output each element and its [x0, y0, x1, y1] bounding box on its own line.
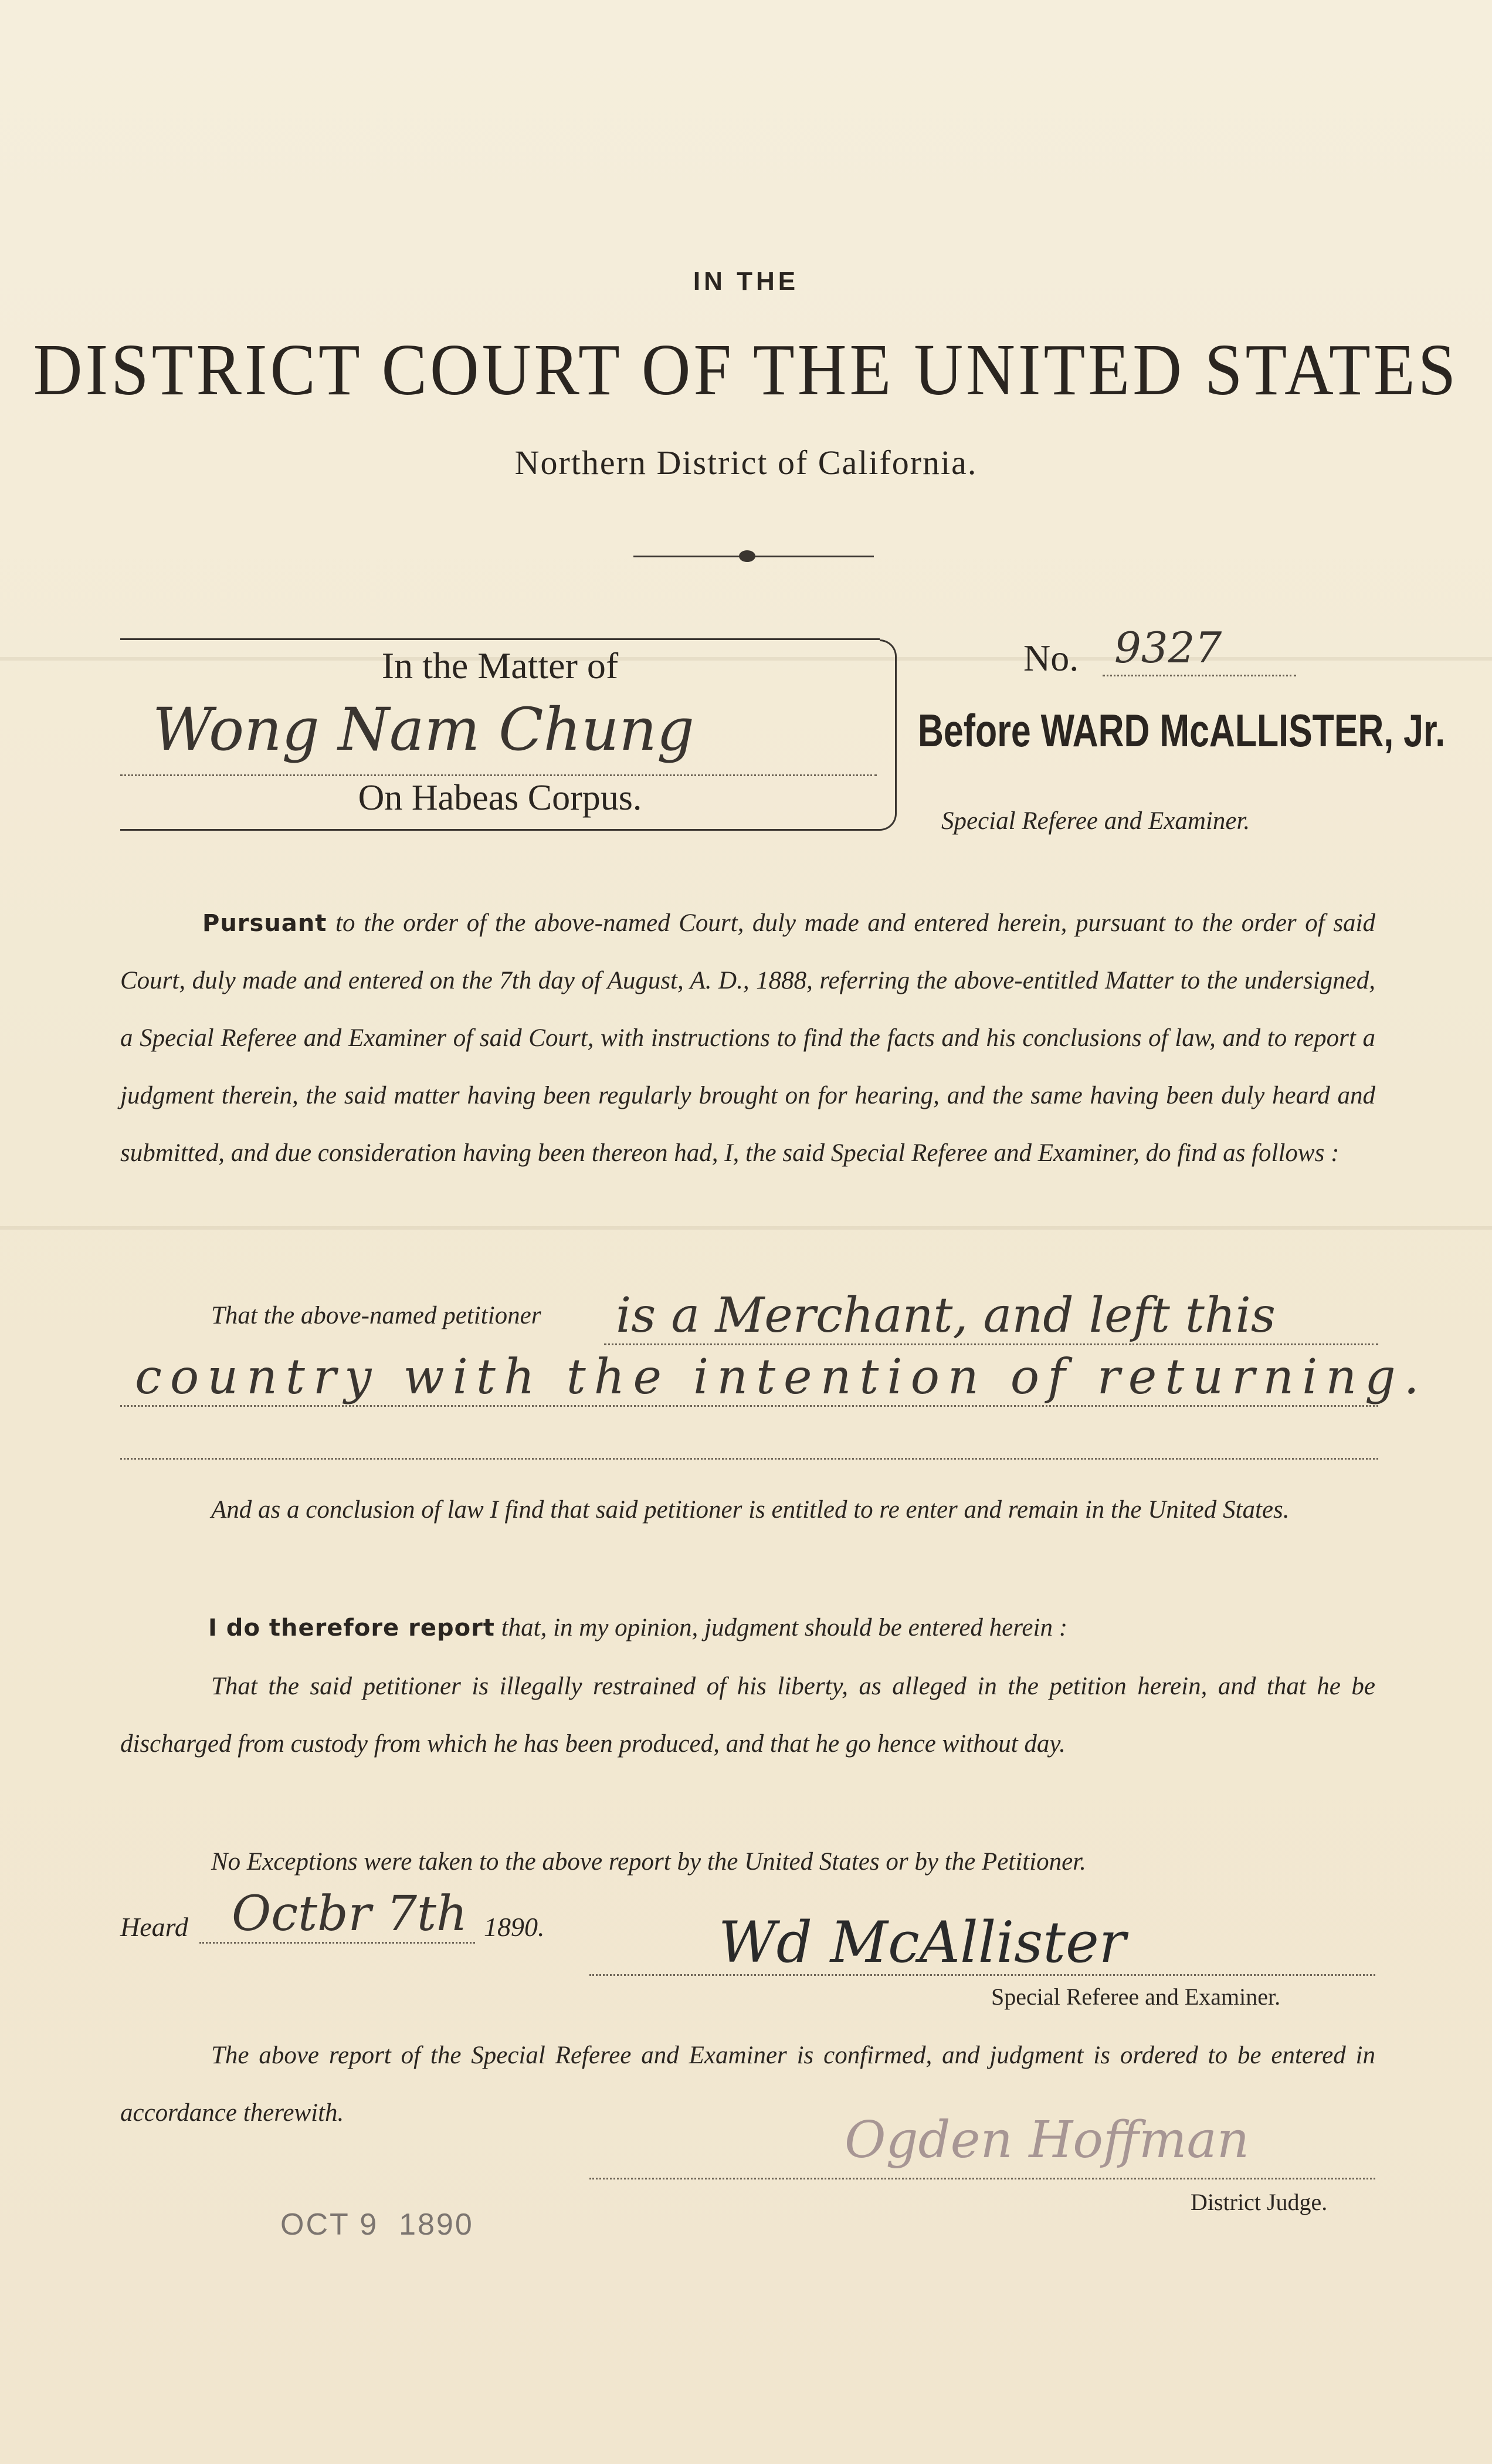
report-text: that, in my opinion, judgment should be entered herein : — [501, 1614, 1068, 1641]
referee-sig-label: Special Referee and Examiner. — [991, 1984, 1281, 2010]
fold-crease — [0, 1226, 1492, 1230]
finding-line-3 — [120, 1458, 1378, 1460]
pursuant-text: to the order of the above-named Court, duly made and entered herein, pursuant to the order of said Court, duly made and entered on the 7th day of August, A. D., 1888, referring the above-entitled Matter to the undersigned, a Special Referee and Examiner of said Court, with instructions to find the facts and his conclusions of law, and to report a judgment therein, the said matter having been regularly brought on for hearing, and the same having been duly heard and submitted, and due consideration having been thereon had, I, the said Special Referee and Examiner, do find as follows : — [120, 909, 1375, 1167]
filing-stamp: OCT 9 1890 — [280, 2208, 474, 2242]
judge-sig-label: District Judge. — [1191, 2189, 1328, 2215]
pursuant-lead: Pursuant — [202, 910, 327, 937]
heard-year: 1890. — [484, 1912, 545, 1942]
confirmation-paragraph: The above report of the Special Referee and Examiner is confirmed, and judgment is ordered to be entered in accordance therewith. — [120, 2042, 1375, 2127]
restrained-paragraph: That the said petitioner is illegally restrained of his liberty, as alleged in the petition herein, and that he be discharged from custody from which he has been produced, and that he go hence without day. — [120, 1673, 1375, 1758]
judge-signature: Ogden Hoffman — [845, 2111, 1250, 2169]
report-paragraph — [120, 1599, 1375, 1657]
petitioner-name: Wong Nam Chung — [152, 695, 694, 764]
before-referee: Before WARD McALLISTER, Jr. — [918, 705, 1446, 756]
finding-hand-2: country with the intention of returning. — [135, 1349, 1427, 1405]
habeas-label: On Habeas Corpus. — [358, 778, 642, 818]
heard-date: Octbr 7th — [232, 1886, 467, 1942]
caption-brace — [880, 639, 897, 831]
finding-lead: That the above-named petitioner — [211, 1302, 541, 1329]
header-in-the: IN THE — [693, 267, 799, 296]
finding-line-1 — [604, 1343, 1378, 1345]
finding-hand-1: is a Merchant, and left this — [616, 1288, 1276, 1343]
court-title: DISTRICT COURT OF THE UNITED STATES — [33, 329, 1459, 411]
judge-sig-line — [589, 2178, 1375, 2179]
in-matter-label: In the Matter of — [381, 645, 619, 686]
pursuant-paragraph — [120, 895, 1375, 1182]
case-number: 9327 — [1114, 623, 1222, 672]
district-name: Northern District of California. — [514, 444, 978, 482]
petitioner-line — [120, 774, 877, 776]
heard-label: Heard — [120, 1912, 188, 1942]
ornament-center — [739, 550, 755, 562]
case-no-line — [1103, 675, 1296, 676]
referee-signature: Wd McAllister — [718, 1910, 1126, 1975]
referee-title: Special Referee and Examiner. — [941, 807, 1250, 835]
caption-top-rule — [120, 638, 880, 640]
heard-date-line — [199, 1942, 475, 1944]
report-lead: I do therefore report — [208, 1615, 495, 1641]
no-exceptions-paragraph: No Exceptions were taken to the above report by the United States or by the Petitioner. — [211, 1848, 1086, 1876]
conclusion-paragraph: And as a conclusion of law I find that said petitioner is entitled to re enter and remain in the United States. — [211, 1496, 1290, 1524]
case-no-label: No. — [1023, 637, 1079, 679]
caption-bottom-rule — [120, 829, 880, 831]
finding-line-2 — [120, 1405, 1378, 1407]
